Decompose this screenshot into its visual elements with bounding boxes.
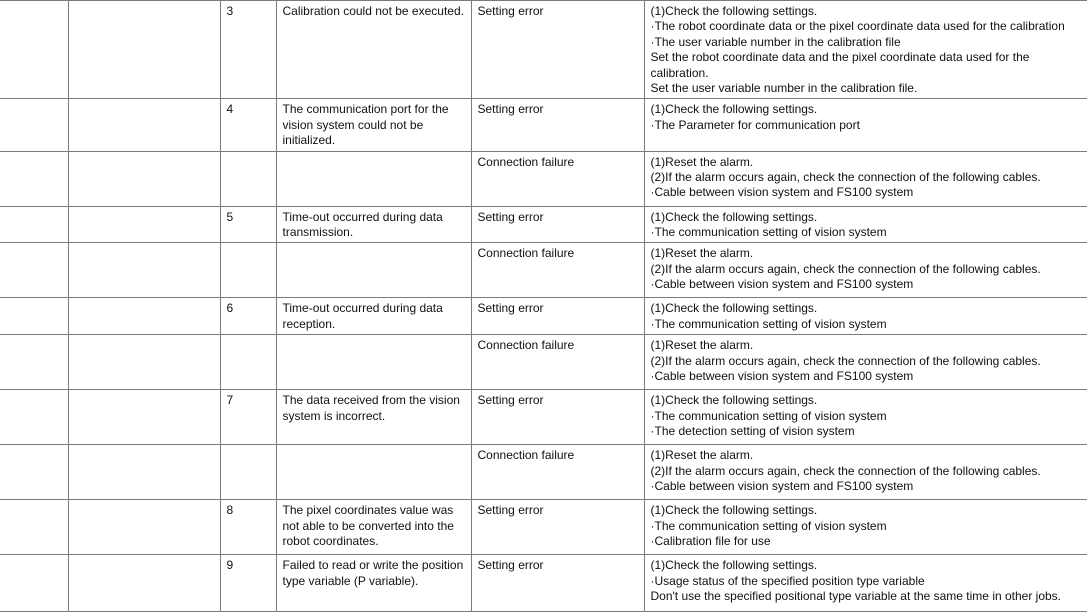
cause-cell: Setting error <box>471 298 644 335</box>
cause-cell: Connection failure <box>471 151 644 206</box>
table-row <box>0 445 1087 500</box>
table-row <box>0 1 1087 99</box>
alarm-table-body <box>0 1 1087 612</box>
table-row <box>0 500 1087 555</box>
alarm-number-cell <box>0 243 68 298</box>
remedy-cell <box>644 390 1087 445</box>
remedy-line: ·The Parameter for communication port <box>650 117 860 132</box>
alarm-number-cell <box>0 390 68 445</box>
remedy-line: (2)If the alarm occurs again, check the connection of the following cables. <box>650 170 1041 185</box>
alarm-number-cell <box>0 500 68 555</box>
alarm-number-cell <box>0 1 68 99</box>
remedy-line: ·The detection setting of vision system <box>650 424 855 439</box>
remedy-line: ·The communication setting of vision system <box>650 518 887 533</box>
remedy-line: (1)Reset the alarm. <box>650 246 754 261</box>
description-cell: Time-out occurred during data reception. <box>276 298 471 335</box>
remedy-line: (2)If the alarm occurs again, check the connection of the following cables. <box>650 463 1041 478</box>
table-row <box>0 335 1087 390</box>
sub-code-cell: 4 <box>220 99 276 151</box>
alarm-number-cell <box>0 151 68 206</box>
alarm-name-cell <box>68 500 220 555</box>
remedy-line: (1)Check the following settings. <box>650 503 818 518</box>
table-row <box>0 206 1087 243</box>
description-cell: Failed to read or write the position type variable (P variable). <box>276 555 471 612</box>
remedy-line: (1)Check the following settings. <box>650 209 818 224</box>
remedy-cell <box>644 99 1087 151</box>
cause-cell: Setting error <box>471 390 644 445</box>
cause-cell: Setting error <box>471 206 644 243</box>
alarm-number-cell <box>0 298 68 335</box>
description-cell: Time-out occurred during data transmission. <box>276 206 471 243</box>
sub-code-cell: 6 <box>220 298 276 335</box>
remedy-line: ·Cable between vision system and FS100 system <box>650 277 914 292</box>
sub-code-cell <box>220 445 276 500</box>
remedy-line: Set the robot coordinate data and the pixel coordinate data used for the <box>650 50 1030 65</box>
remedy-line: calibration. <box>650 65 709 80</box>
description-cell <box>276 151 471 206</box>
remedy-line: (1)Check the following settings. <box>650 393 818 408</box>
table-row <box>0 243 1087 298</box>
alarm-name-cell <box>68 243 220 298</box>
remedy-cell <box>644 555 1087 612</box>
alarm-name-cell <box>68 99 220 151</box>
sub-code-cell <box>220 243 276 298</box>
cause-cell: Connection failure <box>471 243 644 298</box>
table-row <box>0 151 1087 206</box>
alarm-name-cell <box>68 555 220 612</box>
remedy-line: (1)Check the following settings. <box>650 558 818 573</box>
remedy-line: (2)If the alarm occurs again, check the connection of the following cables. <box>650 261 1041 276</box>
table-row <box>0 390 1087 445</box>
remedy-cell <box>644 151 1087 206</box>
alarm-name-cell <box>68 390 220 445</box>
remedy-cell <box>644 335 1087 390</box>
alarm-number-cell <box>0 206 68 243</box>
cause-cell: Setting error <box>471 500 644 555</box>
alarm-name-cell <box>68 298 220 335</box>
description-cell: The pixel coordinates value was not able to be converted into the robot coordinates. <box>276 500 471 555</box>
remedy-line: ·The communication setting of vision system <box>650 408 887 423</box>
remedy-line: (1)Check the following settings. <box>650 4 818 18</box>
remedy-line: ·The communication setting of vision system <box>650 316 887 331</box>
remedy-line: (1)Reset the alarm. <box>650 448 754 463</box>
description-cell <box>276 445 471 500</box>
remedy-line: ·Calibration file for use <box>650 534 771 549</box>
description-cell: Calibration could not be executed. <box>276 1 471 99</box>
remedy-cell <box>644 1 1087 99</box>
alarm-name-cell <box>68 151 220 206</box>
remedy-line: (2)If the alarm occurs again, check the connection of the following cables. <box>650 353 1041 368</box>
description-cell <box>276 335 471 390</box>
remedy-line: (1)Check the following settings. <box>650 102 818 117</box>
alarm-name-cell <box>68 335 220 390</box>
sub-code-cell: 8 <box>220 500 276 555</box>
cause-cell: Connection failure <box>471 445 644 500</box>
description-cell <box>276 243 471 298</box>
remedy-line: Set the user variable number in the calibration file. <box>650 81 918 96</box>
alarm-number-cell <box>0 445 68 500</box>
remedy-cell <box>644 243 1087 298</box>
alarm-name-cell <box>68 445 220 500</box>
remedy-line: (1)Check the following settings. <box>650 301 818 316</box>
remedy-line: ·Usage status of the specified position type variable <box>650 573 925 588</box>
alarm-number-cell <box>0 99 68 151</box>
alarm-name-cell <box>68 1 220 99</box>
description-cell: The communication port for the vision system could not be initialized. <box>276 99 471 151</box>
table-row <box>0 298 1087 335</box>
table-row <box>0 99 1087 151</box>
remedy-line: ·Cable between vision system and FS100 system <box>650 369 914 384</box>
remedy-line: ·The communication setting of vision system <box>650 225 887 240</box>
remedy-line: (1)Reset the alarm. <box>650 154 754 169</box>
remedy-line: ·The robot coordinate data or the pixel coordinate data used for the calibration <box>650 19 1065 34</box>
sub-code-cell: 9 <box>220 555 276 612</box>
remedy-cell <box>644 206 1087 243</box>
cause-cell: Setting error <box>471 555 644 612</box>
cause-cell: Connection failure <box>471 335 644 390</box>
description-cell: The data received from the vision system is incorrect. <box>276 390 471 445</box>
remedy-cell <box>644 298 1087 335</box>
sub-code-cell <box>220 335 276 390</box>
remedy-line: ·Cable between vision system and FS100 system <box>650 185 914 200</box>
remedy-line: (1)Reset the alarm. <box>650 338 754 353</box>
remedy-line: ·The user variable number in the calibration file <box>650 34 901 49</box>
alarm-number-cell <box>0 555 68 612</box>
sub-code-cell: 7 <box>220 390 276 445</box>
alarm-name-cell <box>68 206 220 243</box>
sub-code-cell: 5 <box>220 206 276 243</box>
remedy-cell <box>644 445 1087 500</box>
remedy-line: ·Cable between vision system and FS100 system <box>650 479 914 494</box>
table-row <box>0 555 1087 612</box>
sub-code-cell: 3 <box>220 1 276 99</box>
alarm-number-cell <box>0 335 68 390</box>
sub-code-cell <box>220 151 276 206</box>
cause-cell: Setting error <box>471 1 644 99</box>
remedy-line: Don't use the specified positional type variable at the same time in other jobs. <box>650 589 1062 604</box>
cause-cell: Setting error <box>471 99 644 151</box>
remedy-cell <box>644 500 1087 555</box>
